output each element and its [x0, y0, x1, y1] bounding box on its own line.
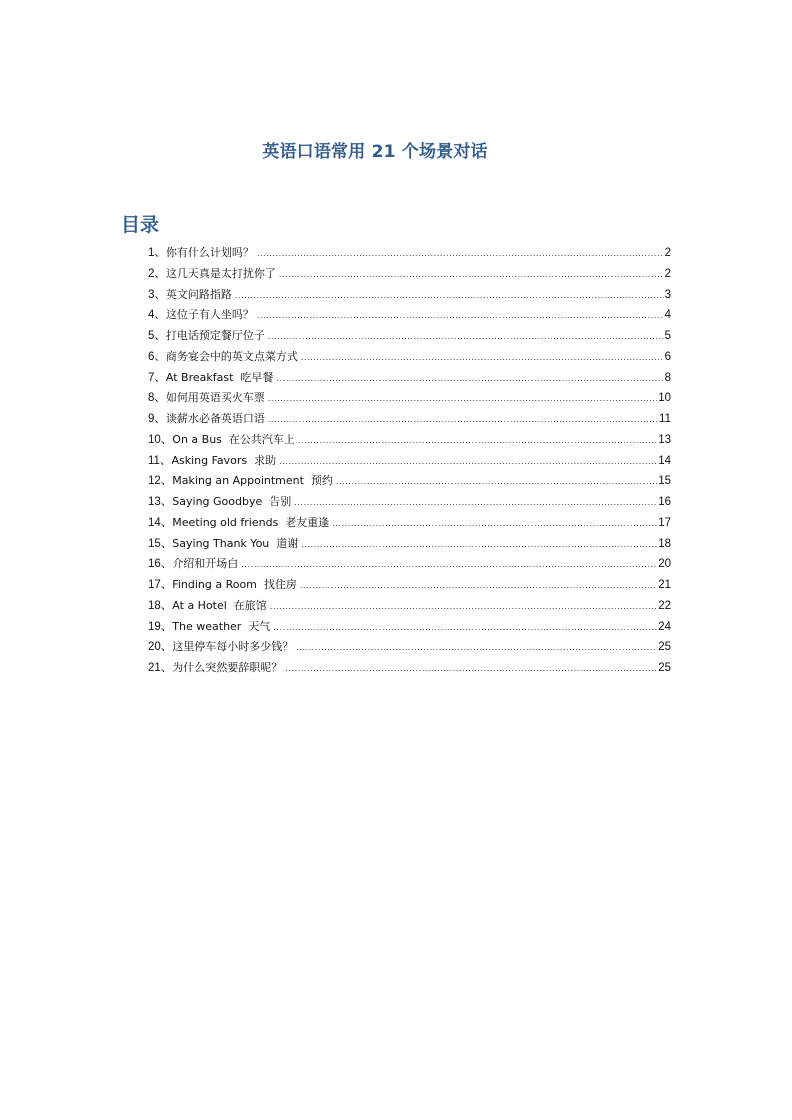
toc-dot-leader	[294, 492, 657, 513]
toc-dot-leader	[301, 534, 657, 555]
toc-entry-title: Finding a Room 找住房	[172, 578, 297, 591]
toc-entry-title: 这几天真是太打扰你了	[165, 266, 276, 280]
toc-entry-page-number: 25	[658, 641, 671, 654]
toc-entry-number: 10、	[148, 433, 173, 446]
toc-entry-number: 3、	[148, 288, 166, 301]
toc-entry[interactable]	[148, 243, 671, 264]
toc-entry-title: 这里停车每小时多少钱？	[172, 640, 294, 654]
toc-dot-leader	[268, 326, 664, 347]
toc-entry[interactable]	[148, 534, 671, 555]
toc-entry[interactable]	[148, 409, 671, 430]
toc-entry-title: The weather 天气	[172, 619, 271, 633]
toc-entry-page-number: 20	[658, 558, 671, 571]
toc-entry[interactable]	[148, 637, 671, 658]
toc-dot-leader	[279, 451, 657, 472]
toc-entry[interactable]	[148, 430, 671, 451]
toc-dot-leader	[257, 305, 664, 326]
toc-entry-number: 6、	[148, 350, 166, 363]
toc-entry-title: 这位子有人坐吗？	[165, 308, 254, 322]
toc-entry[interactable]	[148, 368, 671, 389]
toc-entry-title: 谈薪水必备英语口语	[165, 412, 265, 425]
toc-entry-number: 4、	[148, 309, 166, 322]
toc-entry-number: 13、	[148, 496, 173, 508]
toc-entry-title: At Breakfast 吃早餐	[165, 370, 274, 384]
toc-entry-page-number: 17	[658, 516, 671, 529]
document-title: 英语口语常用 21 个场景对话	[262, 142, 488, 162]
toc-entry-page-number: 15	[658, 475, 671, 488]
toc-entry-title: Meeting old friends 老友重逢	[172, 515, 330, 529]
toc-entry-page-number: 2	[664, 247, 671, 259]
toc-entry-title: 商务宴会中的英文点菜方式	[165, 349, 298, 363]
table-of-contents	[148, 243, 671, 679]
toc-entry-page-number: 22	[658, 599, 671, 612]
toc-heading: 目录	[121, 214, 160, 236]
toc-entry-page-number: 10	[658, 392, 671, 405]
toc-entry-number: 12、	[148, 475, 173, 488]
toc-dot-leader	[279, 264, 664, 285]
toc-entry-title: 你有什么计划吗？	[165, 246, 254, 259]
toc-entry[interactable]	[148, 554, 671, 575]
toc-entry-number: 11、	[148, 454, 172, 467]
toc-dot-leader	[332, 513, 657, 534]
toc-dot-leader	[268, 388, 657, 409]
toc-entry-number: 5、	[148, 330, 166, 342]
toc-dot-leader	[301, 347, 664, 368]
toc-entry[interactable]	[148, 326, 671, 347]
toc-entry-number: 17、	[148, 579, 173, 591]
toc-entry-number: 9、	[148, 413, 166, 425]
toc-dot-leader	[300, 575, 657, 596]
toc-entry-title: 介绍和开场白	[172, 557, 239, 571]
toc-entry-page-number: 5	[664, 330, 671, 342]
toc-entry[interactable]	[148, 617, 671, 638]
toc-entry-number: 18、	[148, 599, 173, 612]
toc-entry-page-number: 16	[658, 496, 671, 508]
toc-entry-page-number: 2	[664, 267, 671, 280]
toc-entry-number: 2、	[148, 267, 166, 280]
toc-entry[interactable]	[148, 264, 671, 285]
toc-entry-title: Asking Favors 求助	[171, 453, 277, 467]
toc-dot-leader	[285, 658, 657, 679]
toc-entry-number: 19、	[148, 620, 173, 633]
toc-entry-number: 14、	[148, 516, 173, 529]
toc-entry[interactable]	[148, 471, 671, 492]
toc-entry[interactable]	[148, 575, 671, 596]
toc-entry-number: 21、	[148, 662, 173, 674]
toc-entry-page-number: 25	[658, 662, 671, 674]
toc-entry[interactable]	[148, 347, 671, 368]
toc-dot-leader	[235, 285, 664, 306]
toc-entry[interactable]	[148, 513, 671, 534]
toc-dot-leader	[270, 596, 657, 617]
toc-entry-title: 英文问路指路	[165, 287, 232, 301]
toc-dot-leader	[336, 471, 657, 492]
toc-entry-page-number: 4	[664, 309, 671, 322]
toc-entry-title: 为什么突然要辞职呢？	[172, 661, 283, 674]
toc-entry-number: 20、	[148, 641, 173, 654]
toc-entry[interactable]	[148, 596, 671, 617]
toc-entry-number: 16、	[148, 558, 173, 571]
toc-entry-title: At a Hotel 在旅馆	[172, 598, 267, 612]
toc-entry[interactable]	[148, 658, 671, 679]
toc-entry-page-number: 18	[658, 537, 671, 550]
toc-entry-number: 15、	[148, 537, 173, 550]
toc-entry[interactable]	[148, 388, 671, 409]
toc-entry-page-number: 21	[658, 579, 671, 591]
toc-entry-page-number: 6	[664, 350, 671, 363]
toc-dot-leader	[298, 430, 657, 451]
toc-entry[interactable]	[148, 285, 671, 306]
toc-dot-leader	[296, 637, 657, 658]
toc-dot-leader	[276, 368, 663, 389]
toc-entry-page-number: 14	[658, 454, 671, 467]
toc-entry-page-number: 3	[664, 288, 671, 301]
toc-entry[interactable]	[148, 305, 671, 326]
toc-entry-title: Making an Appointment 预约	[172, 474, 333, 488]
toc-entry-title: On a Bus 在公共汽车上	[172, 432, 295, 446]
toc-dot-leader	[273, 617, 657, 638]
toc-entry[interactable]	[148, 492, 671, 513]
toc-entry-title: 打电话预定餐厅位子	[165, 329, 265, 342]
toc-entry-number: 8、	[148, 392, 166, 405]
toc-entry-number: 1、	[148, 247, 166, 259]
toc-dot-leader	[241, 554, 657, 575]
toc-entry-number: 7、	[148, 371, 166, 384]
toc-entry-title: Saying Goodbye 告别	[172, 495, 292, 508]
toc-entry-title: 如何用英语买火车票	[165, 391, 265, 405]
toc-entry-page-number: 13	[658, 433, 671, 446]
toc-entry-page-number: 11	[659, 413, 671, 425]
toc-entry-page-number: 24	[658, 620, 671, 633]
toc-entry-title: Saying Thank You 道谢	[172, 536, 299, 550]
toc-entry[interactable]	[148, 451, 671, 472]
toc-dot-leader	[257, 243, 664, 264]
toc-entry-page-number: 8	[664, 371, 671, 384]
toc-dot-leader	[268, 409, 658, 430]
